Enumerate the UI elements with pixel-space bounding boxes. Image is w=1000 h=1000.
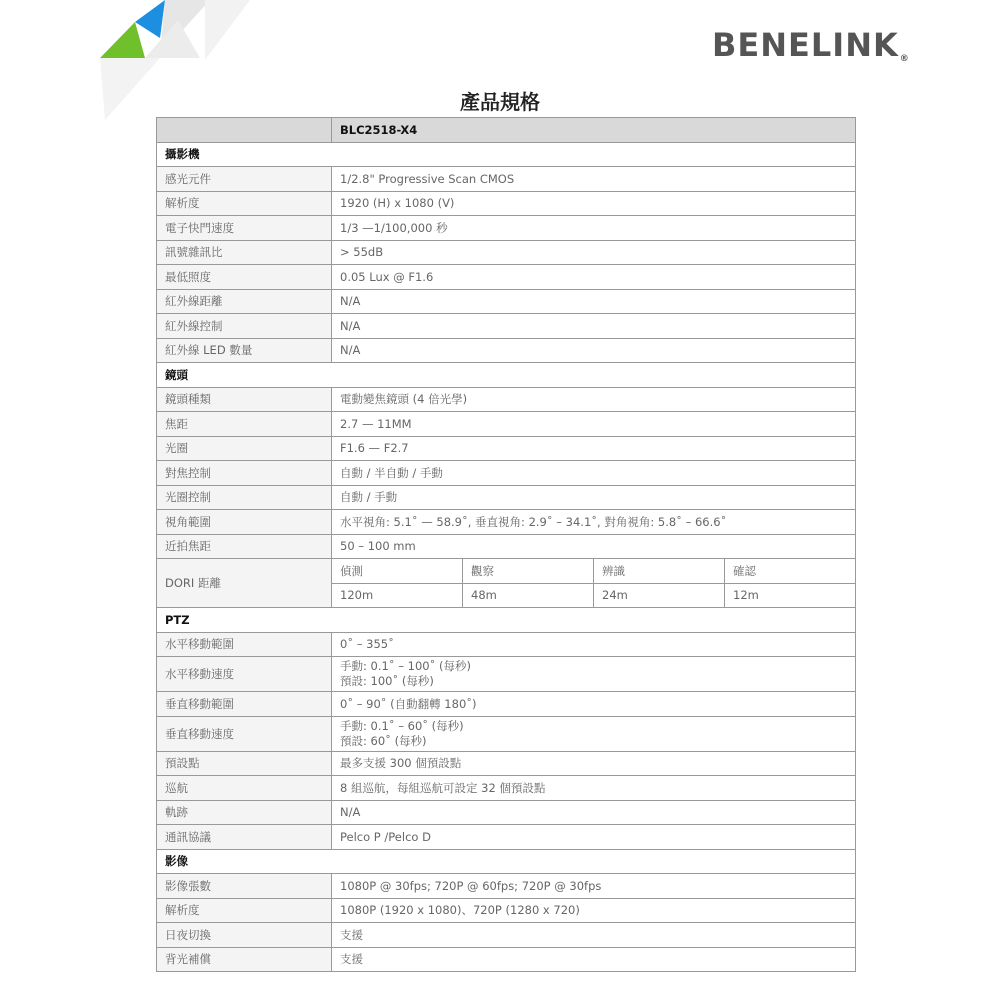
table-row [157,898,856,923]
row-value: N/A [332,289,856,314]
row-label: 最低照度 [157,265,332,290]
table-row [157,657,856,692]
row-label: 視角範圍 [157,510,332,535]
dori-label: DORI 距離 [157,559,332,608]
table-row [157,923,856,948]
spec-table [156,117,856,972]
model-name: BLC2518-X4 [332,118,856,143]
row-label: 紅外線距離 [157,289,332,314]
dori-header-detect: 偵測 [332,559,463,584]
table-row [157,412,856,437]
section-header-camera [157,142,856,167]
table-row [157,461,856,486]
table-row [157,751,856,776]
section-title: 影像 [157,849,856,874]
row-label: 焦距 [157,412,332,437]
table-row [157,716,856,751]
row-label: 紅外線 LED 數量 [157,338,332,363]
row-value: F1.6 — F2.7 [332,436,856,461]
table-row [157,692,856,717]
row-value: 0˚ – 355˚ [332,632,856,657]
dori-header-observe: 觀察 [463,559,594,584]
table-row [157,510,856,535]
row-label: 水平移動範圍 [157,632,332,657]
document-title: 產品規格 [460,90,540,114]
row-value: 0.05 Lux @ F1.6 [332,265,856,290]
table-row [157,825,856,850]
section-title: 攝影機 [157,142,856,167]
table-header-row [157,118,856,143]
row-label: 訊號雜訊比 [157,240,332,265]
row-value [332,657,856,692]
row-label: 巡航 [157,776,332,801]
row-value: Pelco P /Pelco D [332,825,856,850]
table-row [157,776,856,801]
row-value: 2.7 — 11MM [332,412,856,437]
section-header-ptz [157,608,856,633]
row-value: 1080P @ 30fps; 720P @ 60fps; 720P @ 30fps [332,874,856,899]
row-value: 最多支援 300 個預設點 [332,751,856,776]
section-title: PTZ [157,608,856,633]
row-value: 支援 [332,923,856,948]
row-value: 1/3 —1/100,000 秒 [332,216,856,241]
row-value: 支援 [332,947,856,972]
table-row [157,289,856,314]
row-label: 解析度 [157,191,332,216]
row-value: N/A [332,800,856,825]
table-row [157,240,856,265]
row-label: 軌跡 [157,800,332,825]
section-header-image [157,849,856,874]
row-value: 1920 (H) x 1080 (V) [332,191,856,216]
table-row [157,167,856,192]
header-label-cell [157,118,332,143]
row-label: 解析度 [157,898,332,923]
row-value: 1080P (1920 x 1080)、720P (1280 x 720) [332,898,856,923]
value-line-preset: 預設: 60˚ (每秒) [340,733,427,748]
row-value [332,716,856,751]
row-value: 電動變焦鏡頭 (4 倍光學) [332,387,856,412]
row-label: 預設點 [157,751,332,776]
value-line-preset: 預設: 100˚ (每秒) [340,674,434,688]
table-row [157,387,856,412]
section-header-lens [157,363,856,388]
table-row [157,191,856,216]
dori-value-recognize: 24m [594,583,725,608]
dori-header-identify: 確認 [725,559,856,584]
row-value: N/A [332,314,856,339]
value-line-manual: 手動: 0.1˚ – 100˚ (每秒) [340,659,471,673]
row-value: 50 – 100 mm [332,534,856,559]
value-line-manual: 手動: 0.1˚ – 60˚ (每秒) [340,718,464,733]
row-label: 電子快門速度 [157,216,332,241]
row-label: 紅外線控制 [157,314,332,339]
row-label: 光圈控制 [157,485,332,510]
table-row [157,947,856,972]
table-row [157,485,856,510]
row-value: 8 組巡航，每組巡航可設定 32 個預設點 [332,776,856,801]
brand-logo [712,26,910,64]
dori-header-recognize: 辨識 [594,559,725,584]
row-label: 垂直移動範圍 [157,692,332,717]
table-row [157,216,856,241]
row-value: 自動 / 手動 [332,485,856,510]
row-label: 感光元件 [157,167,332,192]
section-title: 鏡頭 [157,363,856,388]
row-label: 垂直移動速度 [157,716,332,751]
dori-value-observe: 48m [463,583,594,608]
row-label: 水平移動速度 [157,657,332,692]
dori-value-detect: 120m [332,583,463,608]
row-label: 鏡頭種類 [157,387,332,412]
row-label: 對焦控制 [157,461,332,486]
row-value: 1/2.8" Progressive Scan CMOS [332,167,856,192]
dori-value-identify: 12m [725,583,856,608]
row-value: 水平視角: 5.1˚ — 58.9˚, 垂直視角: 2.9˚ – 34.1˚, 對角視角: 5.8˚ – 66.6˚ [332,510,856,535]
row-label: 近拍焦距 [157,534,332,559]
row-label: 日夜切換 [157,923,332,948]
row-value: 0˚ – 90˚ (自動翻轉 180˚) [332,692,856,717]
table-row [157,632,856,657]
row-label: 通訊協議 [157,825,332,850]
row-value: 自動 / 半自動 / 手動 [332,461,856,486]
dori-header-row [157,559,856,584]
registered-mark: ® [899,54,910,64]
row-value: N/A [332,338,856,363]
table-row [157,800,856,825]
table-row [157,265,856,290]
row-label: 影像張數 [157,874,332,899]
row-label: 光圈 [157,436,332,461]
table-row [157,436,856,461]
row-value: > 55dB [332,240,856,265]
table-row [157,534,856,559]
table-row [157,314,856,339]
table-row [157,338,856,363]
row-label: 背光補償 [157,947,332,972]
table-row [157,874,856,899]
brand-logo-text: BENELINK [712,26,899,64]
